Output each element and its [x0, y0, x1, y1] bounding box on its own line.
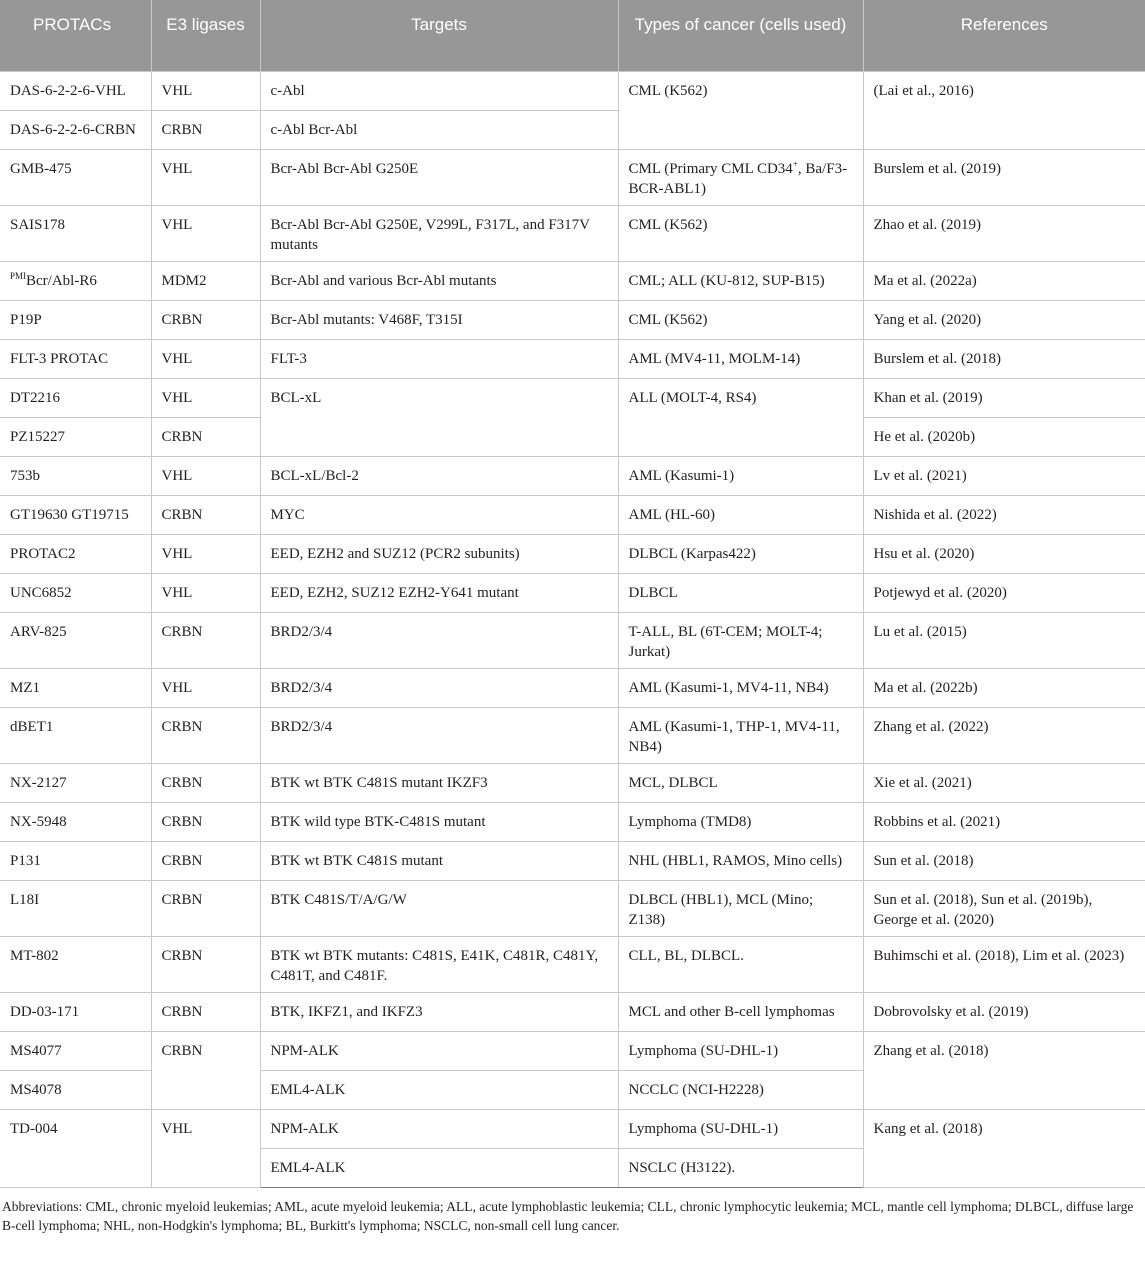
table-row: [0, 205, 1145, 261]
cancer-cell: AML (Kasumi-1): [618, 456, 863, 495]
protac-cell: NX-5948: [0, 802, 151, 841]
target-cell: EML4-ALK: [260, 1148, 618, 1187]
cancer-cell: AML (Kasumi-1, MV4-11, NB4): [618, 668, 863, 707]
protac-cell: MS4078: [0, 1070, 151, 1109]
reference-cell: Yang et al. (2020): [863, 300, 1145, 339]
superscript: PMI: [10, 270, 27, 281]
target-cell: FLT-3: [260, 339, 618, 378]
protac-cell: 753b: [0, 456, 151, 495]
reference-cell: Zhao et al. (2019): [863, 205, 1145, 261]
protac-cell: MT-802: [0, 936, 151, 992]
table-row: [0, 1031, 1145, 1070]
table-header-row: [0, 0, 1145, 71]
target-cell: BTK C481S/T/A/G/W: [260, 880, 618, 936]
reference-cell: Hsu et al. (2020): [863, 534, 1145, 573]
reference-cell: Xie et al. (2021): [863, 763, 1145, 802]
cancer-cell: DLBCL (HBL1), MCL (Mino; Z138): [618, 880, 863, 936]
reference-cell: Ma et al. (2022a): [863, 261, 1145, 300]
table-row: [0, 71, 1145, 110]
target-cell: BTK wild type BTK-C481S mutant: [260, 802, 618, 841]
e3-cell: CRBN: [151, 763, 260, 802]
reference-cell: (Lai et al., 2016): [863, 71, 1145, 149]
table-row: [0, 378, 1145, 417]
protac-cell: MZ1: [0, 668, 151, 707]
table-row: [0, 456, 1145, 495]
target-cell: EED, EZH2 and SUZ12 (PCR2 subunits): [260, 534, 618, 573]
protac-cell: DAS-6-2-2-6-CRBN: [0, 110, 151, 149]
protac-cell: DT2216: [0, 378, 151, 417]
table-row: [0, 936, 1145, 992]
cancer-text: , Ba/F3-BCR-ABL1): [628, 160, 848, 197]
target-cell: BTK, IKFZ1, and IKFZ3: [260, 992, 618, 1031]
protac-cell: [0, 261, 151, 300]
header-references: References: [863, 0, 1145, 71]
e3-cell: CRBN: [151, 1031, 260, 1109]
target-cell: BTK wt BTK C481S mutant IKZF3: [260, 763, 618, 802]
table-row: [0, 841, 1145, 880]
cancer-cell: T-ALL, BL (6T-CEM; MOLT-4; Jurkat): [618, 612, 863, 668]
e3-cell: CRBN: [151, 802, 260, 841]
protac-text: Bcr/Abl-R6: [26, 272, 97, 289]
target-cell: EED, EZH2, SUZ12 EZH2-Y641 mutant: [260, 573, 618, 612]
protac-cell: PZ15227: [0, 417, 151, 456]
cancer-cell: [618, 149, 863, 205]
cancer-cell: CML (K562): [618, 205, 863, 261]
e3-cell: CRBN: [151, 841, 260, 880]
cancer-text: CML (Primary CML CD34: [628, 160, 793, 177]
cancer-cell: NCCLC (NCI-H2228): [618, 1070, 863, 1109]
cancer-cell: DLBCL: [618, 573, 863, 612]
reference-cell: Robbins et al. (2021): [863, 802, 1145, 841]
reference-cell: Zhang et al. (2022): [863, 707, 1145, 763]
reference-cell: Kang et al. (2018): [863, 1109, 1145, 1187]
protac-cell: DD-03-171: [0, 992, 151, 1031]
e3-cell: CRBN: [151, 936, 260, 992]
cancer-cell: AML (MV4-11, MOLM-14): [618, 339, 863, 378]
e3-cell: CRBN: [151, 612, 260, 668]
protac-cell: SAIS178: [0, 205, 151, 261]
reference-cell: Lv et al. (2021): [863, 456, 1145, 495]
reference-cell: Sun et al. (2018): [863, 841, 1145, 880]
e3-cell: CRBN: [151, 495, 260, 534]
header-e3-ligases: E3 ligases: [151, 0, 260, 71]
reference-cell: Potjewyd et al. (2020): [863, 573, 1145, 612]
e3-cell: CRBN: [151, 992, 260, 1031]
table-row: [0, 149, 1145, 205]
protac-cell: ARV-825: [0, 612, 151, 668]
target-cell: Bcr-Abl mutants: V468F, T315I: [260, 300, 618, 339]
e3-cell: VHL: [151, 668, 260, 707]
table-row: [0, 261, 1145, 300]
table-row: [0, 573, 1145, 612]
header-targets: Targets: [260, 0, 618, 71]
cancer-cell: Lymphoma (TMD8): [618, 802, 863, 841]
cancer-cell: ALL (MOLT-4, RS4): [618, 378, 863, 456]
cancer-cell: NSCLC (H3122).: [618, 1148, 863, 1187]
reference-cell: Nishida et al. (2022): [863, 495, 1145, 534]
cancer-cell: AML (Kasumi-1, THP-1, MV4-11, NB4): [618, 707, 863, 763]
e3-cell: VHL: [151, 534, 260, 573]
reference-cell: Khan et al. (2019): [863, 378, 1145, 417]
target-cell: c-Abl Bcr-Abl: [260, 110, 618, 149]
target-cell: c-Abl: [260, 71, 618, 110]
e3-cell: CRBN: [151, 417, 260, 456]
protac-cell: UNC6852: [0, 573, 151, 612]
target-cell: Bcr-Abl Bcr-Abl G250E: [260, 149, 618, 205]
protac-cell: TD-004: [0, 1109, 151, 1187]
protac-cell: NX-2127: [0, 763, 151, 802]
target-cell: NPM-ALK: [260, 1109, 618, 1148]
cancer-cell: CML (K562): [618, 71, 863, 149]
table-row: [0, 300, 1145, 339]
table-row: [0, 495, 1145, 534]
target-cell: BRD2/3/4: [260, 612, 618, 668]
target-cell: BTK wt BTK C481S mutant: [260, 841, 618, 880]
table-row: [0, 339, 1145, 378]
cancer-cell: AML (HL-60): [618, 495, 863, 534]
target-cell: Bcr-Abl Bcr-Abl G250E, V299L, F317L, and F317V mutants: [260, 205, 618, 261]
table-row: [0, 802, 1145, 841]
reference-cell: Ma et al. (2022b): [863, 668, 1145, 707]
table-row: [0, 668, 1145, 707]
e3-cell: CRBN: [151, 110, 260, 149]
target-cell: BCL-xL/Bcl-2: [260, 456, 618, 495]
table-row: [0, 1109, 1145, 1148]
protac-cell: PROTAC2: [0, 534, 151, 573]
reference-cell: Lu et al. (2015): [863, 612, 1145, 668]
e3-cell: VHL: [151, 149, 260, 205]
protac-cell: P131: [0, 841, 151, 880]
protac-cell: dBET1: [0, 707, 151, 763]
target-cell: BRD2/3/4: [260, 707, 618, 763]
target-cell: NPM-ALK: [260, 1031, 618, 1070]
e3-cell: VHL: [151, 205, 260, 261]
cancer-cell: Lymphoma (SU-DHL-1): [618, 1031, 863, 1070]
cancer-cell: DLBCL (Karpas422): [618, 534, 863, 573]
reference-cell: He et al. (2020b): [863, 417, 1145, 456]
cancer-cell: CML (K562): [618, 300, 863, 339]
reference-cell: Dobrovolsky et al. (2019): [863, 992, 1145, 1031]
header-protacs: PROTACs: [0, 0, 151, 71]
e3-cell: CRBN: [151, 880, 260, 936]
e3-cell: VHL: [151, 378, 260, 417]
e3-cell: CRBN: [151, 300, 260, 339]
table-row: [0, 534, 1145, 573]
cancer-cell: CML; ALL (KU-812, SUP-B15): [618, 261, 863, 300]
cancer-cell: CLL, BL, DLBCL.: [618, 936, 863, 992]
e3-cell: VHL: [151, 71, 260, 110]
target-cell: Bcr-Abl and various Bcr-Abl mutants: [260, 261, 618, 300]
table-row: [0, 612, 1145, 668]
header-cancer-types: Types of cancer (cells used): [618, 0, 863, 71]
table-row: [0, 992, 1145, 1031]
target-cell: MYC: [260, 495, 618, 534]
protac-cell: FLT-3 PROTAC: [0, 339, 151, 378]
e3-cell: VHL: [151, 573, 260, 612]
e3-cell: VHL: [151, 456, 260, 495]
protac-cell: GT19630 GT19715: [0, 495, 151, 534]
cancer-cell: Lymphoma (SU-DHL-1): [618, 1109, 863, 1148]
table-row: [0, 763, 1145, 802]
reference-cell: Buhimschi et al. (2018), Lim et al. (2023): [863, 936, 1145, 992]
cancer-cell: MCL, DLBCL: [618, 763, 863, 802]
protac-cell: MS4077: [0, 1031, 151, 1070]
protac-cell: GMB-475: [0, 149, 151, 205]
reference-cell: Burslem et al. (2019): [863, 149, 1145, 205]
e3-cell: CRBN: [151, 707, 260, 763]
protac-cell: L18I: [0, 880, 151, 936]
target-cell: BTK wt BTK mutants: C481S, E41K, C481R, C481Y, C481T, and C481F.: [260, 936, 618, 992]
table-row: [0, 880, 1145, 936]
protac-cell: DAS-6-2-2-6-VHL: [0, 71, 151, 110]
superscript: +: [792, 158, 798, 169]
target-cell: BCL-xL: [260, 378, 618, 456]
reference-cell: Sun et al. (2018), Sun et al. (2019b), George et al. (2020): [863, 880, 1145, 936]
protac-cell: P19P: [0, 300, 151, 339]
target-cell: BRD2/3/4: [260, 668, 618, 707]
reference-cell: Burslem et al. (2018): [863, 339, 1145, 378]
target-cell: EML4-ALK: [260, 1070, 618, 1109]
cancer-cell: MCL and other B-cell lymphomas: [618, 992, 863, 1031]
e3-cell: VHL: [151, 339, 260, 378]
e3-cell: VHL: [151, 1109, 260, 1187]
abbreviations-footnote: Abbreviations: CML, chronic myeloid leukemias; AML, acute myeloid leukemia; ALL, acute lymphoblastic leukemia; CLL, chronic lymphocytic leukemia; MCL, mantle cell lymphoma; DLBCL, diffuse large B-cell lymphoma; NHL, non-Hodgkin's lymphoma; BL, Burkitt's lymphoma; NSCLC, non-small cell lung cancer.: [2, 1198, 1134, 1233]
cancer-cell: NHL (HBL1, RAMOS, Mino cells): [618, 841, 863, 880]
e3-cell: MDM2: [151, 261, 260, 300]
table-row: [0, 707, 1145, 763]
reference-cell: Zhang et al. (2018): [863, 1031, 1145, 1109]
